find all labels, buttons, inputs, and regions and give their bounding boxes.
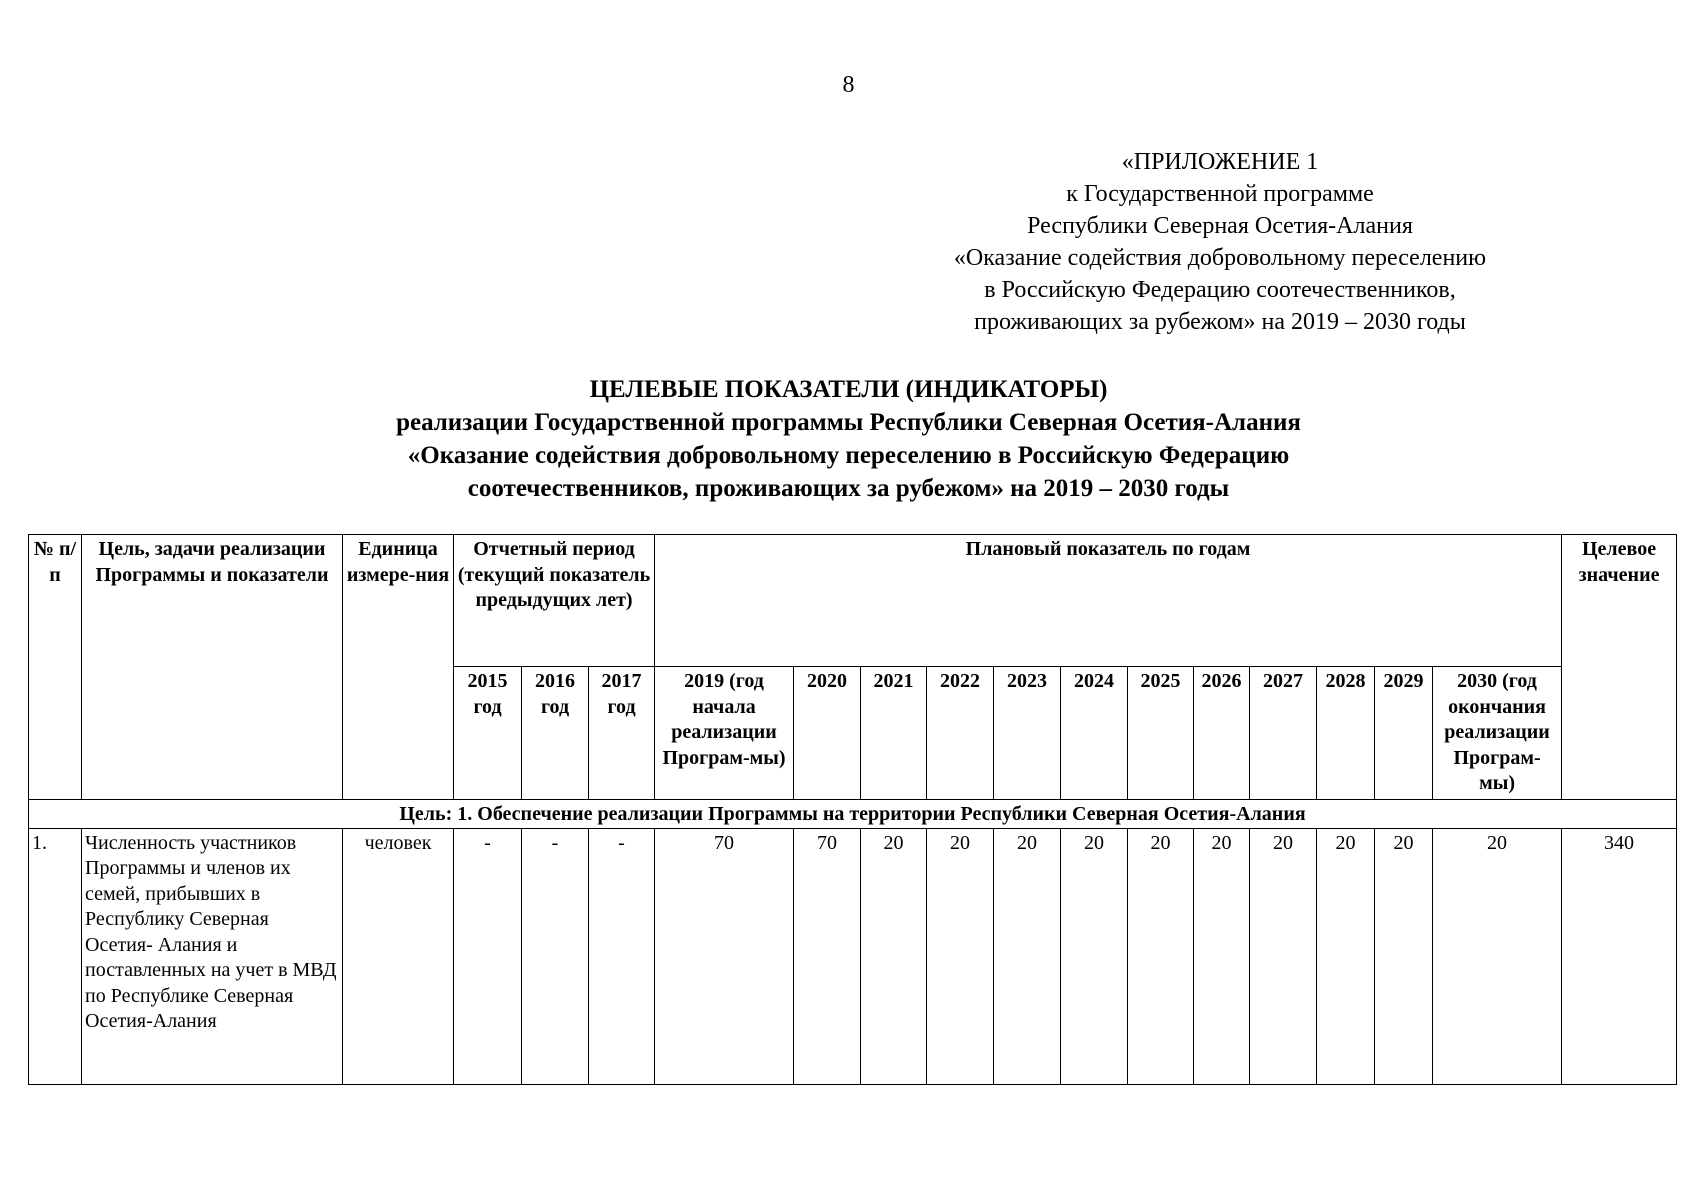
year-header: 2026	[1194, 667, 1250, 800]
appendix-reference	[860, 146, 1580, 338]
appendix-line: проживающих за рубежом» на 2019 – 2030 годы	[974, 309, 1466, 335]
year-header: 2020	[794, 667, 861, 800]
planned-value: 20	[1250, 828, 1317, 1084]
page-number: 8	[842, 72, 855, 98]
appendix-line: Республики Северная Осетия-Алания	[1027, 213, 1413, 239]
appendix-line: «Оказание содействия добровольному переселению	[953, 245, 1487, 271]
reporting-value: -	[589, 828, 655, 1084]
year-header: 2016 год	[522, 667, 589, 800]
table-row	[29, 828, 1677, 1084]
appendix-line: «ПРИЛОЖЕНИЕ 1	[1121, 149, 1319, 175]
row-number: 1.	[29, 828, 82, 1084]
year-header: 2025	[1128, 667, 1194, 800]
reporting-value: -	[454, 828, 522, 1084]
title-line: реализации Государственной программы Республики Северная Осетия-Алания	[396, 409, 1301, 436]
goal-title: Цель: 1. Обеспечение реализации Программы на территории Республики Северная Осетия-Алания	[29, 799, 1677, 828]
planned-value: 70	[655, 828, 794, 1084]
year-header: 2015 год	[454, 667, 522, 800]
year-header: 2019 (год начала реализации Програм-мы)	[655, 667, 794, 800]
planned-value: 20	[861, 828, 927, 1084]
header-row	[29, 535, 1677, 667]
title-line: соотечественников, проживающих за рубежом» на 2019 – 2030 годы	[467, 475, 1230, 502]
year-header: 2027	[1250, 667, 1317, 800]
title-line: «Оказание содействия добровольному переселению в Российскую Федерацию	[407, 442, 1290, 469]
year-header: 2030 (год окончания реализации Програм-мы)	[1433, 667, 1562, 800]
year-header: 2021	[861, 667, 927, 800]
year-header: 2022	[927, 667, 994, 800]
year-header: 2023	[994, 667, 1061, 800]
reporting-value: -	[522, 828, 589, 1084]
year-header: 2024	[1061, 667, 1128, 800]
header-goal: Цель, задачи реализации Программы и показатели	[82, 535, 343, 800]
planned-value: 20	[1433, 828, 1562, 1084]
planned-value: 70	[794, 828, 861, 1084]
unit-cell: человек	[343, 828, 454, 1084]
planned-value: 20	[1128, 828, 1194, 1084]
target-value: 340	[1562, 828, 1677, 1084]
header-unit: Единица измере-ния	[343, 535, 454, 800]
indicators-table	[28, 534, 1677, 1085]
document-title	[0, 373, 1697, 505]
indicator-name: Численность участников Программы и членов их семей, прибывших в Республику Северная Осетия- Алания и поставленных на учет в МВД по Республике Северная Осетия-Алания	[82, 828, 343, 1084]
planned-value: 20	[1061, 828, 1128, 1084]
title-line: ЦЕЛЕВЫЕ ПОКАЗАТЕЛИ (ИНДИКАТОРЫ)	[589, 376, 1108, 403]
goal-row	[29, 799, 1677, 828]
planned-value: 20	[927, 828, 994, 1084]
planned-value: 20	[994, 828, 1061, 1084]
header-reporting-period: Отчетный период (текущий показатель предыдущих лет)	[454, 535, 655, 667]
planned-value: 20	[1194, 828, 1250, 1084]
header-num: № п/п	[29, 535, 82, 800]
appendix-line: в Российскую Федерацию соотечественников,	[984, 277, 1456, 303]
header-target: Целевое значение	[1562, 535, 1677, 800]
year-header: 2028	[1317, 667, 1375, 800]
year-header: 2017 год	[589, 667, 655, 800]
appendix-line: к Государственной программе	[1066, 181, 1374, 207]
year-header: 2029	[1375, 667, 1433, 800]
planned-value: 20	[1317, 828, 1375, 1084]
planned-value: 20	[1375, 828, 1433, 1084]
header-planned: Плановый показатель по годам	[655, 535, 1562, 667]
